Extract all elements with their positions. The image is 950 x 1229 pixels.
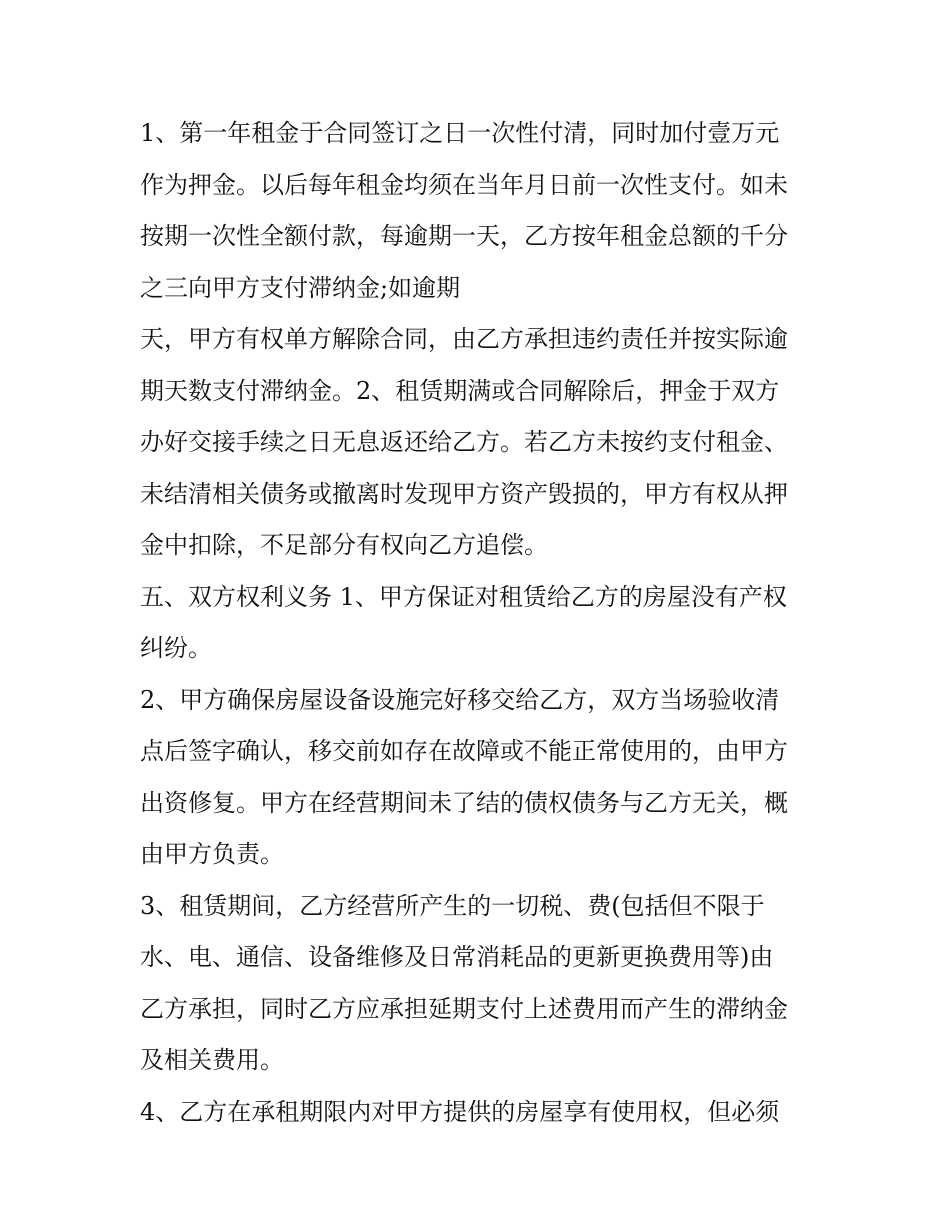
text-line-14: 出资修复。甲方在经营期间未了结的债权债务与乙方无关，概 bbox=[140, 788, 788, 817]
text-line-12: 2、甲方确保房屋设备设施完好移交给乙方，双方当场验收清 bbox=[140, 685, 780, 714]
text-line-16: 3、租赁期间，乙方经营所产生的一切税、费(包括但不限于 bbox=[140, 891, 765, 920]
text-line-3: 按期一次性全额付款，每逾期一天，乙方按年租金总额的千分 bbox=[140, 222, 788, 250]
text-line-20: 4、乙方在承租期限内对甲方提供的房屋享有使用权，但必须 bbox=[140, 1097, 780, 1126]
text-line-1: 1、第一年租金于合同签订之日一次性付清，同时加付壹万元 bbox=[140, 119, 780, 147]
text-line-19: 及相关费用。 bbox=[140, 1046, 284, 1074]
text-line-10: 五、双方权利义务 1、甲方保证对租赁给乙方的房屋没有产权 bbox=[140, 582, 787, 611]
text-line-9: 金中扣除，不足部分有权向乙方追偿。 bbox=[140, 531, 548, 559]
text-line-2: 作为押金。以后每年租金均须在当年月日前一次性支付。如未 bbox=[140, 170, 788, 199]
text-line-5: 天，甲方有权单方解除合同，由乙方承担违约责任并按实际逾 bbox=[140, 325, 788, 353]
text-line-7: 办好交接手续之日无息返还给乙方。若乙方未按约支付租金、 bbox=[140, 428, 788, 456]
text-line-17: 水、电、通信、设备维修及日常消耗品的更新更换费用等)由 bbox=[140, 943, 774, 971]
text-line-18: 乙方承担，同时乙方应承担延期支付上述费用而产生的滞纳金 bbox=[140, 994, 788, 1023]
text-line-15: 由甲方负责。 bbox=[140, 840, 284, 868]
contract-text bbox=[140, 108, 820, 1138]
text-line-6: 期天数支付滞纳金。2、租赁期满或合同解除后，押金于双方 bbox=[140, 376, 780, 405]
text-line-8: 未结清相关债务或撤离时发现甲方资产毁损的，甲方有权从押 bbox=[140, 479, 788, 508]
text-line-11: 纠纷。 bbox=[140, 634, 212, 662]
text-line-4: 之三向甲方支付滞纳金;如逾期 bbox=[140, 273, 461, 302]
text-line-13: 点后签字确认，移交前如存在故障或不能正常使用的，由甲方 bbox=[140, 737, 788, 765]
